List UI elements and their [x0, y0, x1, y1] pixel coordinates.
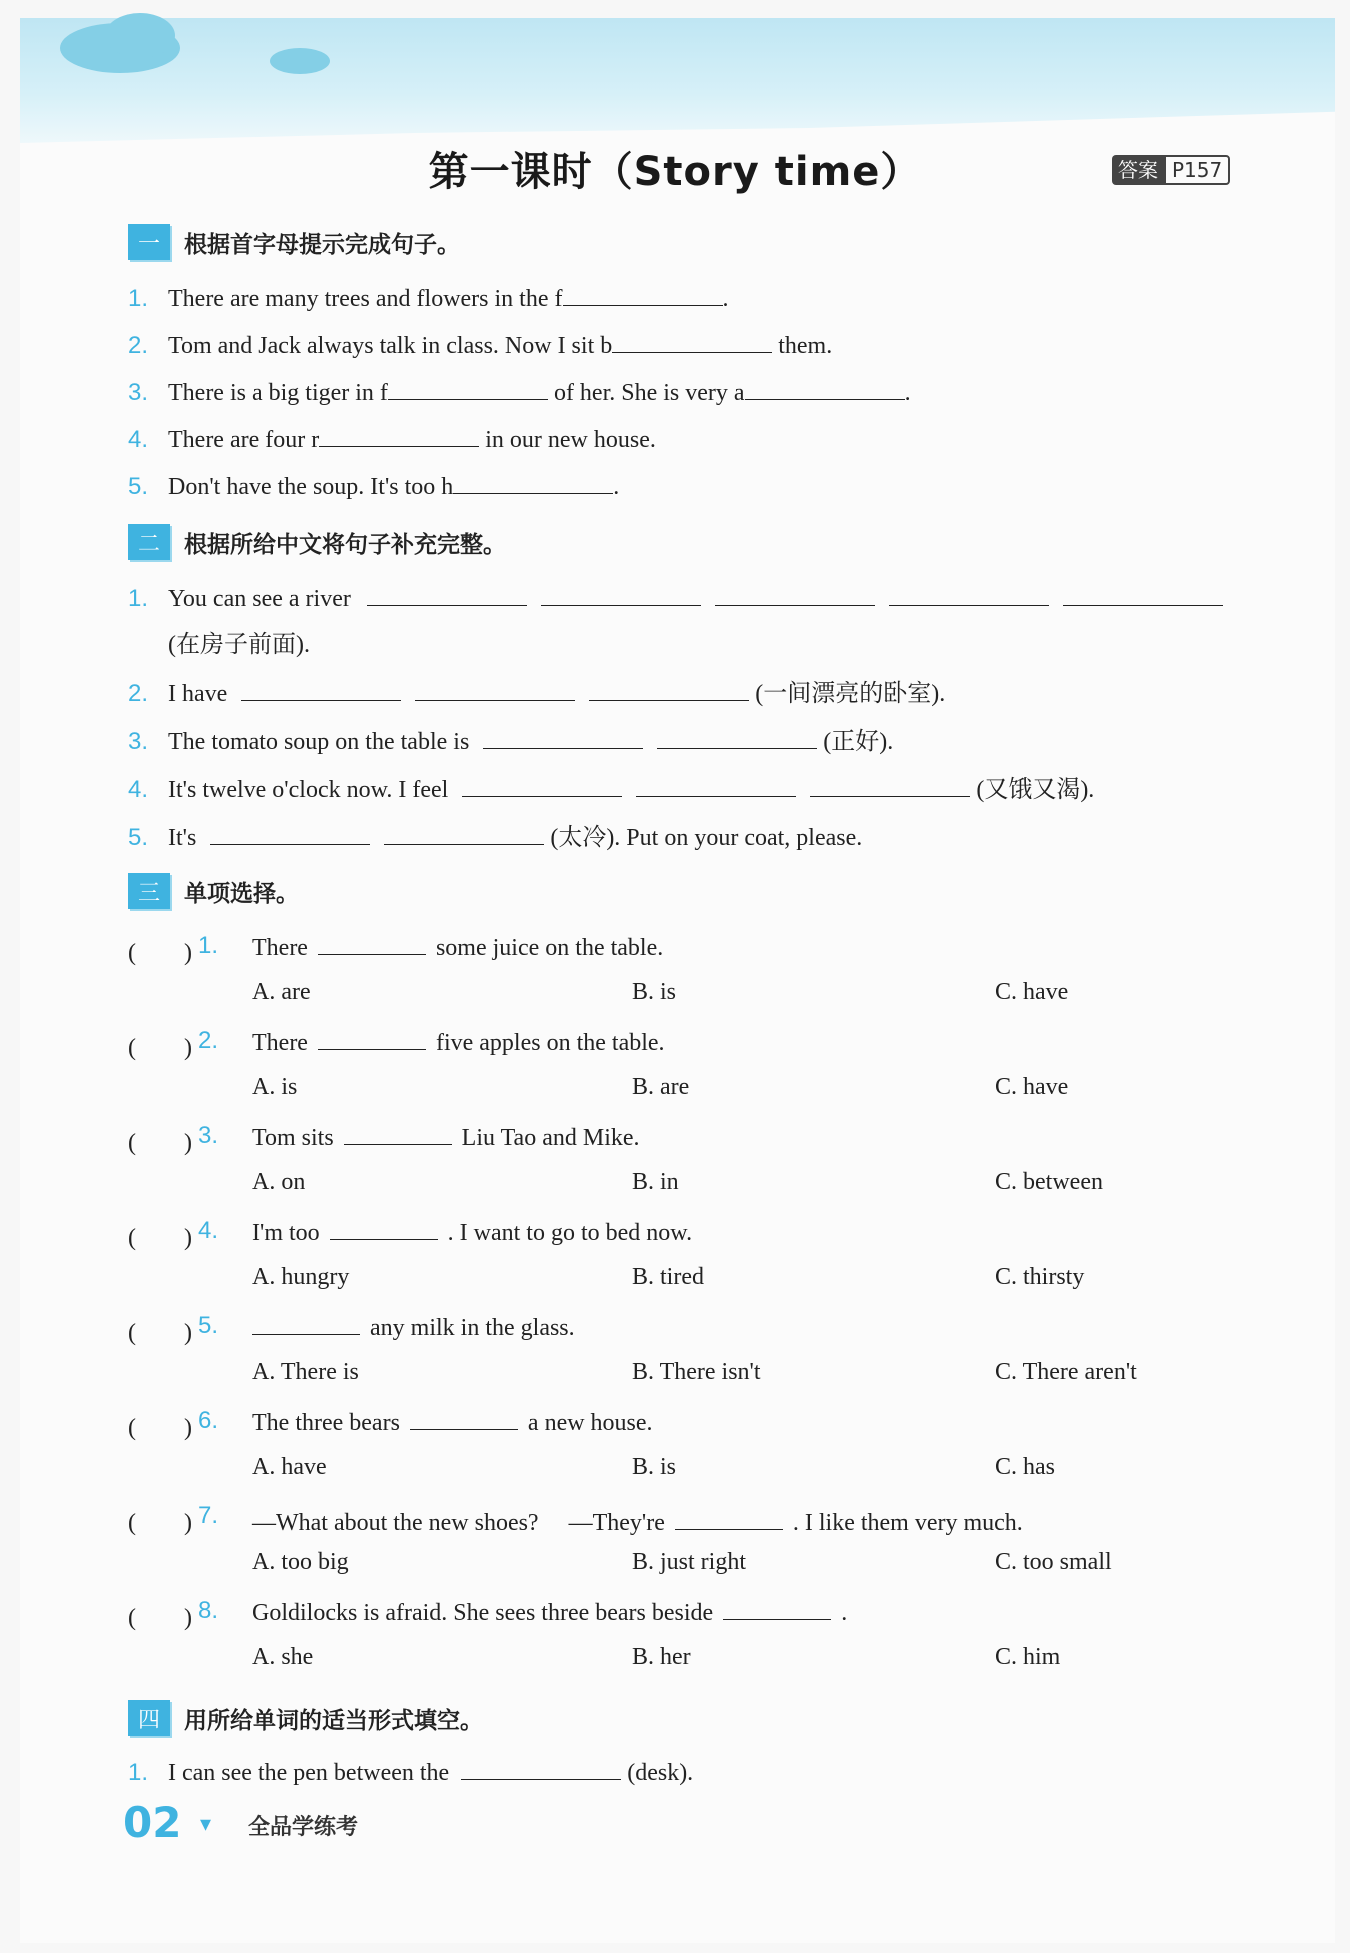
answer-parentheses[interactable]: ( ): [128, 1605, 192, 1631]
header-banner: [20, 18, 1335, 143]
question-hint: (一间漂亮的卧室).: [755, 681, 946, 707]
s1-question-4: [128, 424, 656, 455]
answer-label: 答案: [1112, 155, 1164, 185]
answer-blank[interactable]: [252, 1312, 360, 1335]
answer-blank[interactable]: [563, 283, 723, 306]
question-text-pre: —What about the new shoes? —They're: [252, 1510, 665, 1536]
question-number: 5.: [128, 473, 149, 500]
question-text: I have: [168, 681, 228, 707]
question-text: There is a big tiger in f: [168, 380, 388, 406]
section-2-header: [128, 524, 506, 560]
brand-name: 全品学练考: [248, 1815, 359, 1840]
option-a[interactable]: A. are: [252, 979, 311, 1005]
question-text-post: any milk in the glass.: [370, 1315, 575, 1341]
answer-blank[interactable]: [723, 1597, 831, 1620]
question-text-post: . I want to go to bed now.: [447, 1220, 693, 1246]
question-text: There are four r: [168, 427, 320, 453]
option-c[interactable]: C. have: [995, 1074, 1069, 1100]
cloud-decoration: [270, 48, 330, 74]
question-text-pre: Tom sits: [252, 1125, 334, 1151]
answer-parentheses[interactable]: ( ): [128, 1320, 192, 1346]
option-b[interactable]: B. is: [632, 979, 677, 1005]
answer-blank[interactable]: [1063, 583, 1223, 606]
s2-question-4: [128, 774, 1094, 805]
answer-blank[interactable]: [388, 377, 548, 400]
question-hint: (正好).: [823, 729, 894, 755]
option-b[interactable]: B. is: [632, 1454, 677, 1480]
answer-blank[interactable]: [657, 726, 817, 749]
answer-blank[interactable]: [453, 471, 613, 494]
s4-question-1: [128, 1757, 693, 1788]
answer-blank[interactable]: [745, 377, 905, 400]
question-text: Tom and Jack always talk in class. Now I sit b: [168, 333, 613, 359]
question-text-post: . I like them very much.: [792, 1510, 1023, 1536]
answer-blank[interactable]: [810, 774, 970, 797]
question-text: I can see the pen between the: [168, 1760, 450, 1786]
s2-question-3: [128, 726, 893, 757]
question-number: 4.: [128, 426, 149, 453]
answer-blank[interactable]: [318, 932, 426, 955]
section-heading: 用所给单词的适当形式填空。: [184, 1707, 483, 1734]
question-number: 2.: [128, 680, 149, 707]
option-a[interactable]: A. There is: [252, 1359, 359, 1385]
answer-blank[interactable]: [636, 774, 796, 797]
question-text-pre: The three bears: [252, 1410, 400, 1436]
section-1-header: [128, 224, 460, 260]
answer-blank[interactable]: [344, 1122, 452, 1145]
option-a[interactable]: A. hungry: [252, 1264, 350, 1290]
s1-question-1: [128, 283, 729, 314]
answer-blank[interactable]: [384, 822, 544, 845]
answer-blank[interactable]: [715, 583, 875, 606]
answer-blank[interactable]: [589, 678, 749, 701]
s2-question-5: [128, 822, 862, 853]
question-text: [252, 1122, 640, 1152]
page-title: 第一课时（Story time）: [428, 149, 922, 195]
question-text: [252, 1312, 575, 1342]
answer-blank[interactable]: [612, 330, 772, 353]
option-a[interactable]: A. on: [252, 1169, 306, 1195]
s2-question-1: [128, 583, 1223, 614]
answer-blank[interactable]: [330, 1217, 438, 1240]
answer-reference: [1112, 155, 1230, 185]
question-hint: (太冷). Put on your coat, please.: [550, 825, 863, 851]
answer-blank[interactable]: [889, 583, 1049, 606]
option-c[interactable]: C. between: [995, 1169, 1103, 1195]
answer-blank[interactable]: [675, 1507, 783, 1530]
question-number: 1.: [128, 1759, 149, 1786]
option-b[interactable]: B. just right: [632, 1549, 747, 1575]
section-badge: 三: [128, 873, 170, 909]
question-text-pre: There: [252, 935, 308, 961]
question-text-pre: There: [252, 1030, 308, 1056]
question-text: [252, 932, 663, 962]
question-text: of her. She is very a: [547, 380, 745, 406]
question-text: in our new house.: [479, 427, 656, 453]
question-text-post: .: [841, 1600, 848, 1626]
section-heading: 根据首字母提示完成句子。: [184, 231, 460, 258]
answer-blank[interactable]: [241, 678, 401, 701]
question-text: [252, 1027, 665, 1057]
question-text-post: some juice on the table.: [435, 935, 664, 961]
question-text: [252, 1502, 1023, 1537]
question-number: 2.: [128, 332, 149, 359]
question-text-post: five apples on the table.: [435, 1030, 665, 1056]
question-number: 3.: [128, 379, 149, 406]
answer-blank[interactable]: [462, 774, 622, 797]
option-c[interactable]: C. have: [995, 979, 1069, 1005]
question-number: 2.: [198, 1027, 219, 1054]
question-number: 4.: [198, 1217, 219, 1244]
cloud-decoration: [105, 13, 175, 58]
s1-question-2: [128, 330, 832, 361]
option-b[interactable]: B. are: [632, 1074, 690, 1100]
s1-question-3: [128, 377, 911, 408]
question-text: There are many trees and flowers in the f: [168, 286, 563, 312]
option-a[interactable]: A. too big: [252, 1549, 349, 1575]
question-text: .: [904, 380, 911, 406]
option-b[interactable]: B. in: [632, 1169, 679, 1195]
section-4-header: [128, 1700, 483, 1736]
answer-parentheses[interactable]: ( ): [128, 940, 192, 966]
question-text: It's twelve o'clock now. I feel: [168, 777, 449, 803]
question-text: Don't have the soup. It's too h: [168, 474, 454, 500]
answer-parentheses[interactable]: ( ): [128, 1510, 192, 1536]
option-c[interactable]: C. him: [995, 1644, 1061, 1670]
question-text: them.: [772, 333, 833, 359]
section-heading: 单项选择。: [184, 880, 299, 907]
question-number: 1.: [198, 932, 219, 959]
question-text: You can see a river: [168, 586, 351, 612]
question-number: 3.: [198, 1122, 219, 1149]
leaf-icon: ▾: [200, 1812, 212, 1837]
s2-question-2: [128, 678, 945, 709]
page-number: 02: [123, 1798, 182, 1847]
question-text-post: a new house.: [527, 1410, 653, 1436]
answer-blank[interactable]: [318, 1027, 426, 1050]
question-number: 1.: [128, 585, 149, 612]
question-number: 5.: [198, 1312, 219, 1339]
question-number: 3.: [128, 728, 149, 755]
question-text: [252, 1217, 692, 1247]
section-badge: 四: [128, 1700, 170, 1736]
option-b[interactable]: B. tired: [632, 1264, 704, 1290]
answer-blank[interactable]: [541, 583, 701, 606]
question-number: 5.: [128, 824, 149, 851]
option-a[interactable]: A. is: [252, 1074, 298, 1100]
answer-parentheses[interactable]: ( ): [128, 1225, 192, 1251]
option-c[interactable]: C. There aren't: [995, 1359, 1137, 1385]
question-text: [252, 1597, 847, 1627]
section-3-header: [128, 873, 299, 909]
question-number: 7.: [198, 1502, 219, 1529]
section-heading: 根据所给中文将句子补充完整。: [184, 531, 506, 558]
question-number: 1.: [128, 285, 149, 312]
question-text: [252, 1407, 653, 1437]
section-badge: 一: [128, 224, 170, 260]
option-c[interactable]: C. has: [995, 1454, 1055, 1480]
s2-question-1-continued: (在房子前面).: [168, 632, 310, 658]
question-text-post: Liu Tao and Mike.: [461, 1125, 640, 1151]
answer-blank[interactable]: [461, 1757, 621, 1780]
answer-parentheses[interactable]: ( ): [128, 1035, 192, 1061]
option-c[interactable]: C. thirsty: [995, 1264, 1085, 1290]
answer-blank[interactable]: [483, 726, 643, 749]
option-a[interactable]: A. have: [252, 1454, 327, 1480]
question-number: 6.: [198, 1407, 219, 1434]
option-b[interactable]: B. her: [632, 1644, 691, 1670]
section-badge: 二: [128, 524, 170, 560]
question-text: .: [613, 474, 620, 500]
answer-parentheses[interactable]: ( ): [128, 1415, 192, 1441]
answer-blank[interactable]: [410, 1407, 518, 1430]
question-text: The tomato soup on the table is: [168, 729, 470, 755]
option-a[interactable]: A. she: [252, 1644, 314, 1670]
s1-question-5: [128, 471, 619, 502]
question-number: 4.: [128, 776, 149, 803]
question-number: 8.: [198, 1597, 219, 1624]
question-text-pre: Goldilocks is afraid. She sees three bears beside: [252, 1600, 714, 1626]
answer-page: P157: [1164, 155, 1230, 185]
answer-parentheses[interactable]: ( ): [128, 1130, 192, 1156]
question-hint: (desk).: [627, 1760, 694, 1786]
answer-blank[interactable]: [367, 583, 527, 606]
answer-blank[interactable]: [415, 678, 575, 701]
answer-blank[interactable]: [210, 822, 370, 845]
option-b[interactable]: B. There isn't: [632, 1359, 761, 1385]
option-c[interactable]: C. too small: [995, 1549, 1112, 1575]
question-text: .: [722, 286, 729, 312]
answer-blank[interactable]: [319, 424, 479, 447]
question-hint: (又饿又渴).: [976, 777, 1095, 803]
question-text-pre: I'm too: [252, 1220, 320, 1246]
question-text: It's: [168, 825, 197, 851]
